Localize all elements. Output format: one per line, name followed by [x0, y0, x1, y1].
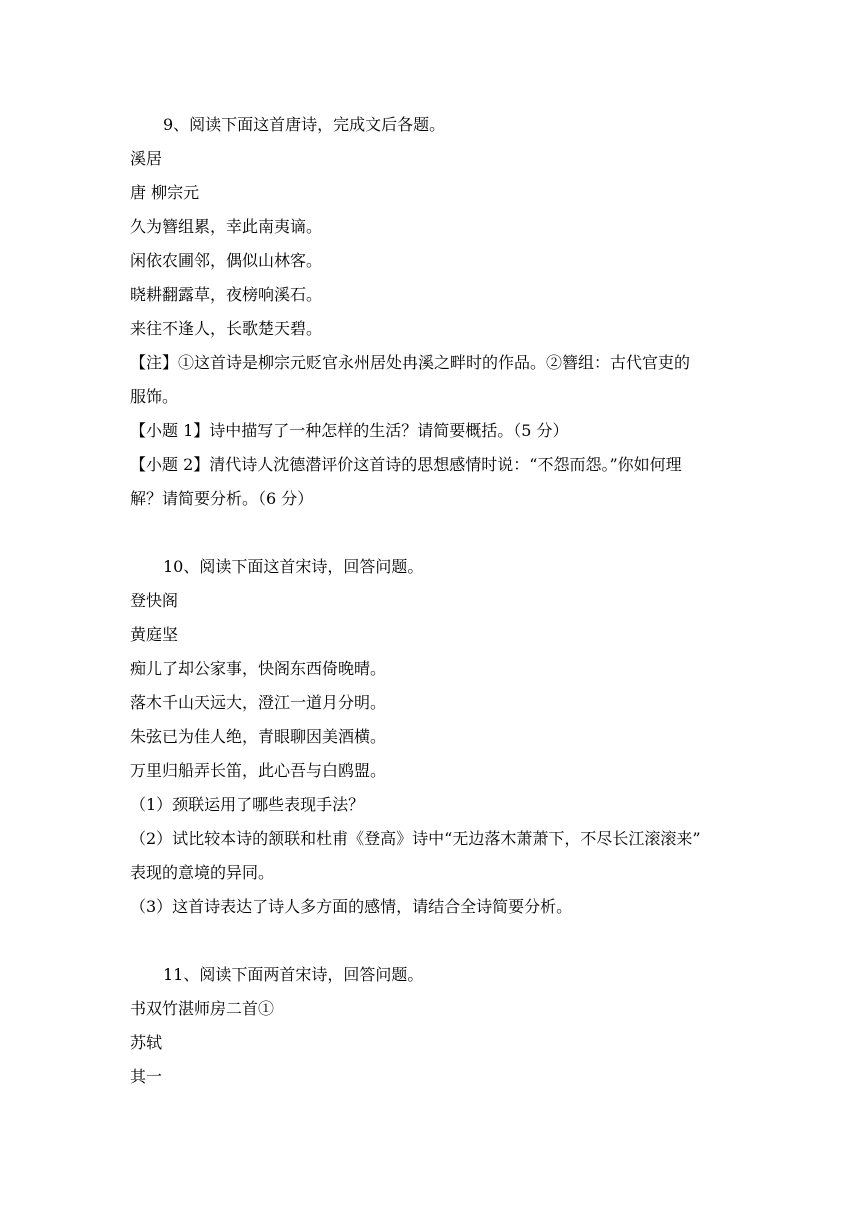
q9-subquestion-1: 【小题 1】诗中描写了一种怎样的生活？请简要概括。（5 分）	[130, 421, 569, 440]
q10-poem-title: 登快阁	[130, 591, 179, 610]
q10-poem-line: 万里归船弄长笛，此心吾与白鸥盟。	[130, 761, 387, 780]
q10-poem-line: 痴儿了却公家事，快阁东西倚晚晴。	[130, 659, 387, 678]
q9-poem-line: 闲依农圃邻，偶似山林客。	[130, 251, 323, 270]
document-page	[130, 108, 735, 1094]
question-9	[130, 108, 735, 516]
q11-heading: 11、阅读下面两首宋诗，回答问题。	[163, 965, 424, 984]
q10-question-1: （1）颈联运用了哪些表现手法？	[130, 795, 365, 814]
q11-poem-author: 苏轼	[130, 1033, 163, 1052]
q9-poem-author: 唐 柳宗元	[130, 183, 200, 202]
section-gap	[130, 516, 735, 550]
q10-poem-line: 落木千山天远大，澄江一道月分明。	[130, 693, 387, 712]
q9-heading: 9、阅读下面这首唐诗，完成文后各题。	[163, 115, 446, 134]
q9-poem-title: 溪居	[130, 149, 163, 168]
section-gap	[130, 924, 735, 958]
q9-subquestion-2-continued: 解？请简要分析。（6 分）	[130, 489, 314, 508]
q9-note-continued: 服饰。	[130, 387, 179, 406]
q11-poem-part: 其一	[130, 1067, 163, 1086]
q9-subquestion-2: 【小题 2】清代诗人沈德潜评价这首诗的思想感情时说：“不怨而怨。”你如何理	[130, 455, 682, 474]
q9-poem-line: 久为簪组累，幸此南夷谪。	[130, 217, 323, 236]
q10-heading: 10、阅读下面这首宋诗，回答问题。	[163, 557, 424, 576]
question-11	[130, 958, 735, 1094]
q9-note: 【注】①这首诗是柳宗元贬官永州居处冉溪之畔时的作品。②簪组：古代官吏的	[130, 353, 691, 372]
q9-poem-line: 晓耕翻露草，夜榜响溪石。	[130, 285, 323, 304]
question-10	[130, 550, 735, 924]
q9-poem-line: 来往不逢人，长歌楚天碧。	[130, 319, 323, 338]
q10-poem-author: 黄庭坚	[130, 625, 179, 644]
q10-poem-line: 朱弦已为佳人绝，青眼聊因美酒横。	[130, 727, 387, 746]
q10-question-2-continued: 表现的意境的异同。	[130, 863, 275, 882]
q10-question-3: （3）这首诗表达了诗人多方面的感情，请结合全诗简要分析。	[130, 897, 573, 916]
q11-poem-title: 书双竹湛师房二首①	[130, 999, 275, 1018]
q10-question-2: （2）试比较本诗的颔联和杜甫《登高》诗中“无边落木萧萧下，不尽长江滚滚来”	[130, 829, 701, 848]
